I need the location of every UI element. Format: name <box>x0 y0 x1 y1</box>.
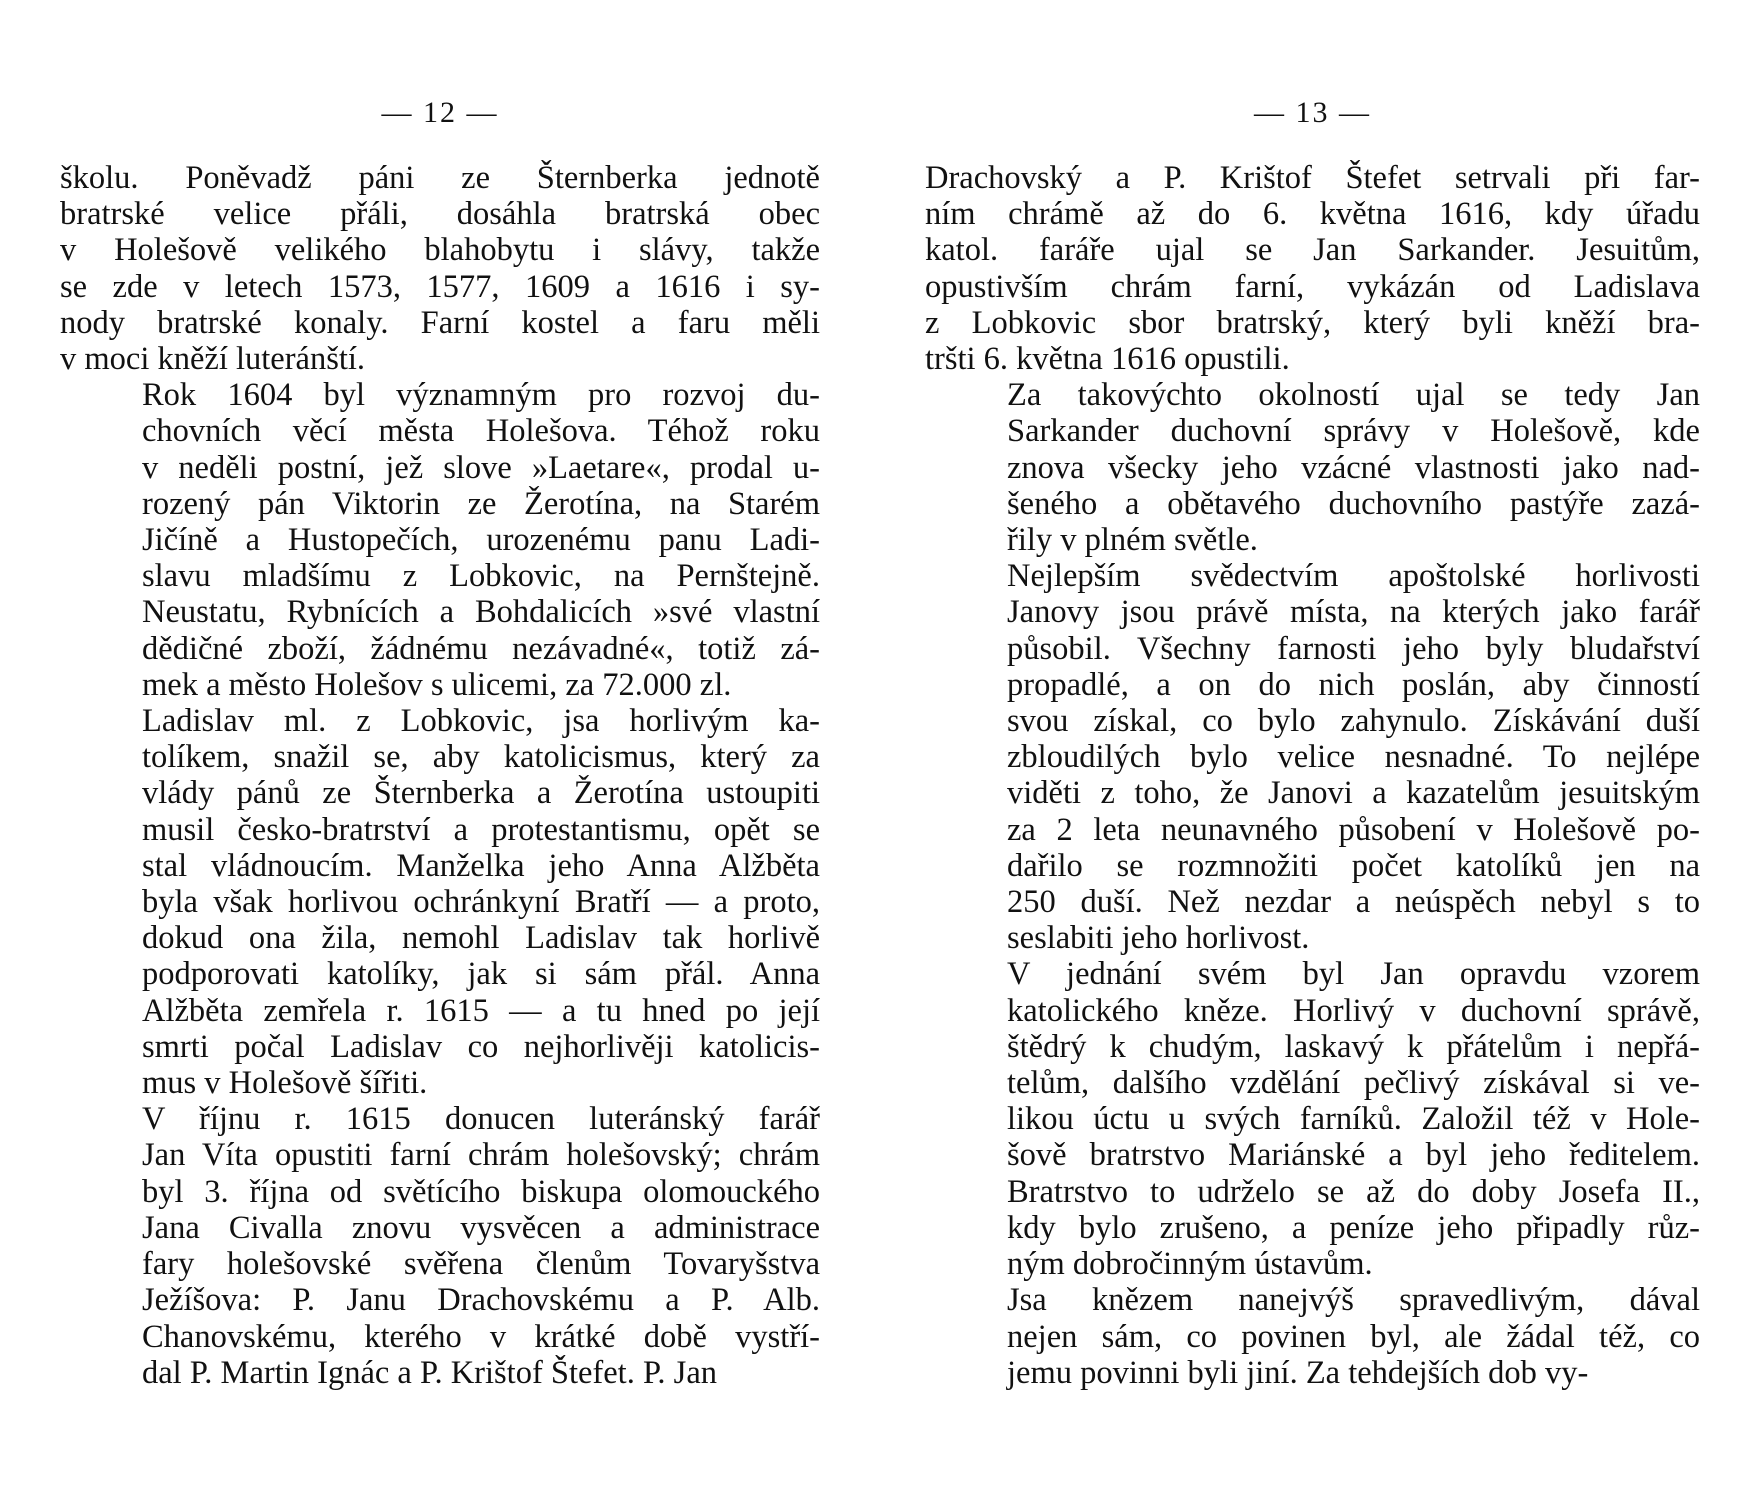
text-line: byla však horlivou ochránkyní Bratří — a proto, <box>142 884 820 921</box>
text-line: Rok 1604 byl významným pro rozvoj du- <box>142 377 820 414</box>
page-number-left: — 12 — <box>381 96 499 129</box>
paragraph <box>925 956 1700 1282</box>
text-line: dokud ona žila, nemohl Ladislav tak horlivě <box>142 920 820 957</box>
text-line: Janovy jsou právě místa, na kterých jako farář <box>1007 594 1700 631</box>
text-line: zbloudilých bylo velice nesnadné. To nejlépe <box>1007 739 1700 776</box>
text-line: svou získal, co bylo zahynulo. Získávání duší <box>1007 703 1700 740</box>
text-line: katol. faráře ujal se Jan Sarkander. Jesuitům, <box>925 232 1700 269</box>
text-line: stal vládnoucím. Manželka jeho Anna Alžběta <box>142 847 820 884</box>
text-line: fary holešovské svěřena členům Tovaryšstva <box>142 1246 820 1283</box>
text-line: seslabiti jeho horlivost. <box>1007 920 1310 957</box>
text-line: propadlé, a on do nich poslán, aby činností <box>1007 666 1700 703</box>
text-line: mek a město Holešov s ulicemi, za 72.000 zl. <box>142 666 732 703</box>
text-line: mus v Holešově šířiti. <box>142 1065 428 1102</box>
text-line: 250 duší. Než nezdar a neúspěch nebyl s to <box>1007 884 1700 921</box>
left-page-body <box>60 160 820 1391</box>
text-line: šeného a obětavého duchovního pastýře zazá- <box>1007 485 1700 522</box>
paragraph <box>60 377 820 703</box>
text-line: podporovati katolíky, jak si sám přál. Anna <box>142 956 820 993</box>
paragraph <box>925 558 1700 956</box>
text-line: řily v plném světle. <box>1007 522 1258 559</box>
text-line: Ježíšova: P. Janu Drachovskému a P. Alb. <box>142 1282 820 1319</box>
text-line: Neustatu, Rybnících a Bohdalicích »své vlastní <box>142 594 820 631</box>
text-line: vlády pánů ze Šternberka a Žerotína ustoupiti <box>142 775 820 812</box>
text-line: šově bratrstvo Mariánské a byl jeho ředitelem. <box>1007 1137 1700 1174</box>
text-line: smrti počal Ladislav co nejhorlivěji katolicis- <box>142 1028 820 1065</box>
text-line: za 2 leta neunavného působení v Holešově po- <box>1007 811 1700 848</box>
text-line: v Holešově velikého blahobytu i slávy, takže <box>60 232 820 269</box>
text-line: dal P. Martin Ignác a P. Krištof Štefet. P. Jan <box>142 1354 718 1391</box>
text-line: nody bratrské konaly. Farní kostel a faru měli <box>60 304 820 341</box>
text-line: nejen sám, co povinen byl, ale žádal též, co <box>1007 1318 1700 1355</box>
text-line: jemu povinni byli jiní. Za tehdejších dob vy- <box>1007 1354 1589 1391</box>
text-line: dědičné zboží, žádnému nezávadné«, totiž zá- <box>142 630 820 667</box>
text-line: ním chrámě až do 6. května 1616, kdy úřadu <box>925 196 1700 233</box>
text-line: Jičíně a Hustopečích, urozenému panu Ladi- <box>142 522 820 559</box>
text-line: z Lobkovic sbor bratrský, který byli kněží bra- <box>925 304 1700 341</box>
text-line: Alžběta zemřela r. 1615 — a tu hned po její <box>142 992 820 1029</box>
text-line: se zde v letech 1573, 1577, 1609 a 1616 i sy- <box>60 268 820 305</box>
text-line: Jana Civalla znovu vysvěcen a administrace <box>142 1209 820 1246</box>
text-line: bratrské velice přáli, dosáhla bratrská obec <box>60 196 820 233</box>
text-line: Drachovský a P. Krištof Štefet setrvali při far- <box>925 160 1700 196</box>
paragraph <box>925 377 1700 558</box>
text-line: Jan Víta opustiti farní chrám holešovský; chrám <box>142 1137 820 1174</box>
text-line: kdy bylo zrušeno, a peníze jeho připadly růz- <box>1007 1209 1700 1246</box>
text-line: likou úctu u svých farníků. Založil též v Hole- <box>1007 1101 1700 1138</box>
text-line: viděti z toho, že Janovi a kazatelům jesuitským <box>1007 775 1700 812</box>
text-line: Jsa knězem nanejvýš spravedlivým, dával <box>1007 1282 1700 1319</box>
text-line: štědrý k chudým, laskavý k přátelům i nepřá- <box>1007 1028 1700 1065</box>
text-line: v moci kněží luteránští. <box>60 341 366 378</box>
text-line: Za takovýchto okolností ujal se tedy Jan <box>1007 377 1700 414</box>
text-line: rozený pán Viktorin ze Žerotína, na Starém <box>142 485 820 522</box>
paragraph <box>60 1101 820 1391</box>
page-number-right: — 13 — <box>1254 96 1371 129</box>
text-line: Chanovskému, kterého v krátké době vystří- <box>142 1318 820 1355</box>
text-line: znova všecky jeho vzácné vlastnosti jako nad- <box>1007 449 1700 486</box>
text-line: dařilo se rozmnožiti počet katolíků jen na <box>1007 847 1700 884</box>
text-line: telům, dalšího vzdělání pečlivý získával si ve- <box>1007 1065 1700 1102</box>
text-line: v neděli postní, jež slove »Laetare«, prodal u- <box>142 449 820 486</box>
text-line: musil česko-bratrství a protestantismu, opět se <box>142 811 820 848</box>
text-line: ným dobročinným ústavům. <box>1007 1246 1373 1283</box>
text-line: Bratrstvo to udrželo se až do doby Josefa II., <box>1007 1173 1700 1210</box>
text-line: slavu mladšímu z Lobkovic, na Pernštejně. <box>142 558 820 595</box>
text-line: tršti 6. května 1616 opustili. <box>925 341 1290 378</box>
text-line: tolíkem, snažil se, aby katolicismus, který za <box>142 739 820 776</box>
text-line: chovních věcí města Holešova. Téhož roku <box>142 413 820 450</box>
text-line: školu. Poněvadž páni ze Šternberka jednotě <box>60 160 820 196</box>
text-line: působil. Všechny farnosti jeho byly bludařství <box>1007 630 1700 667</box>
paragraph <box>925 1282 1700 1391</box>
text-line: Nejlepším svědectvím apoštolské horlivosti <box>1007 558 1700 595</box>
text-line: katolického kněze. Horlivý v duchovní správě, <box>1007 992 1700 1029</box>
text-line: opustivším chrám farní, vykázán od Ladislava <box>925 268 1700 305</box>
text-line: Sarkander duchovní správy v Holešově, kde <box>1007 413 1700 450</box>
paragraph <box>60 160 820 377</box>
right-page-body <box>925 160 1700 1391</box>
text-line: V říjnu r. 1615 donucen luteránský farář <box>142 1101 820 1138</box>
text-line: byl 3. října od světícího biskupa olomouckého <box>142 1173 820 1210</box>
paragraph <box>60 703 820 1101</box>
paragraph <box>925 160 1700 377</box>
text-line: Ladislav ml. z Lobkovic, jsa horlivým ka- <box>142 703 820 740</box>
text-line: V jednání svém byl Jan opravdu vzorem <box>1007 956 1700 993</box>
